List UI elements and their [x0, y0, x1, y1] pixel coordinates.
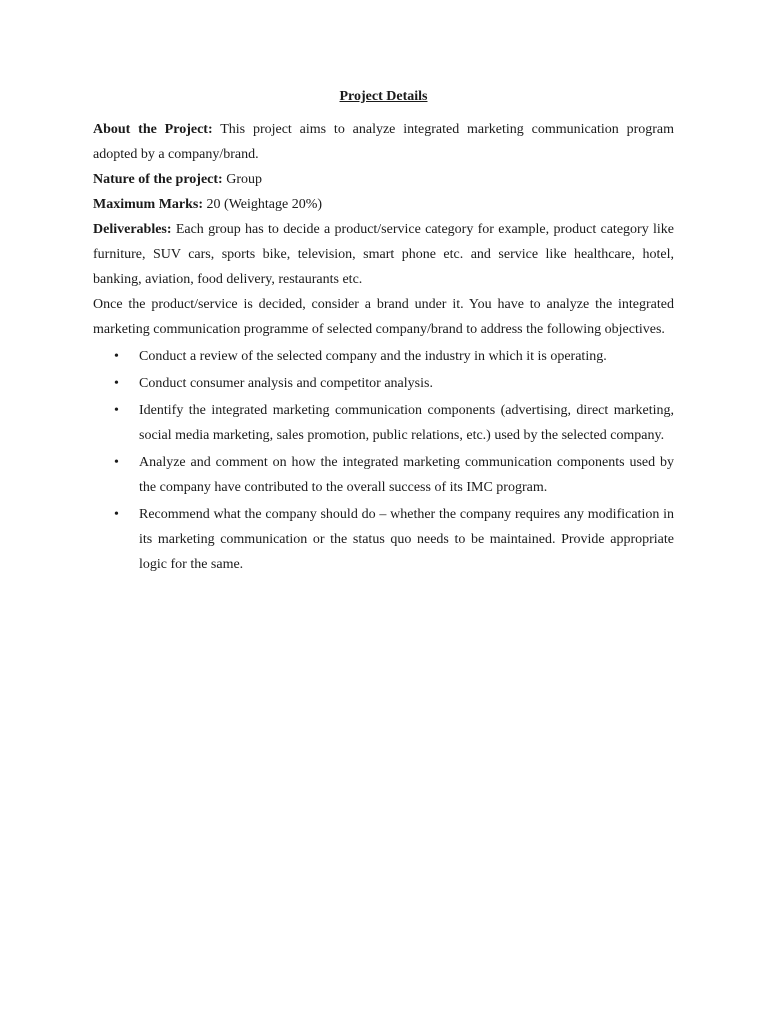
document-page: [93, 84, 674, 579]
intro-paragraph: Once the product/service is decided, consider a brand under it. You have to analyze the integrated marketing communication programme of selected company/brand to address the following objectives.: [93, 297, 674, 337]
marks-paragraph: [93, 192, 674, 217]
list-item-text: Analyze and comment on how the integrated marketing communication components used by the company have contributed to the overall success of its IMC program.: [139, 455, 674, 495]
list-item-text: Conduct a review of the selected company and the industry in which it is operating.: [139, 349, 607, 364]
list-item: [114, 502, 674, 577]
marks-text: 20 (Weightage 20%): [203, 197, 323, 212]
deliverables-paragraph: [93, 217, 674, 292]
list-item: [114, 398, 674, 448]
deliverables-text: Each group has to decide a product/service category for example, product category like furniture, SUV cars, sports bike, television, smart phone etc. and service like healthcare, hotel, banking, aviation, food delivery, restaurants etc.: [93, 222, 674, 287]
list-item: [114, 371, 674, 396]
bullet-icon: •: [114, 403, 119, 418]
page-title: Project Details: [339, 89, 428, 104]
bullet-icon: •: [114, 507, 119, 522]
nature-label: Nature of the project:: [93, 172, 223, 187]
about-text: This project aims to analyze integrated marketing communication program adopted by a company/brand.: [93, 122, 674, 162]
bullet-icon: •: [114, 376, 119, 391]
about-paragraph: [93, 117, 674, 167]
deliverables-label: Deliverables:: [93, 222, 172, 237]
bullet-icon: •: [114, 349, 119, 364]
list-item-text: Conduct consumer analysis and competitor analysis.: [139, 376, 433, 391]
list-item-text: Recommend what the company should do – whether the company requires any modification in its marketing communication or the status quo needs to be maintained. Provide appropriate logic for the same.: [139, 507, 674, 572]
marks-label: Maximum Marks:: [93, 197, 204, 212]
bullet-icon: •: [114, 455, 119, 470]
list-item: [114, 344, 674, 369]
about-label: About the Project:: [93, 122, 213, 137]
objectives-list: [93, 344, 674, 577]
list-item: [114, 450, 674, 500]
nature-paragraph: [93, 167, 674, 192]
nature-text: Group: [222, 172, 262, 187]
list-item-text: Identify the integrated marketing communication components (advertising, direct marketing, social media marketing, sales promotion, public relations, etc.) used by the selected company.: [139, 403, 674, 443]
